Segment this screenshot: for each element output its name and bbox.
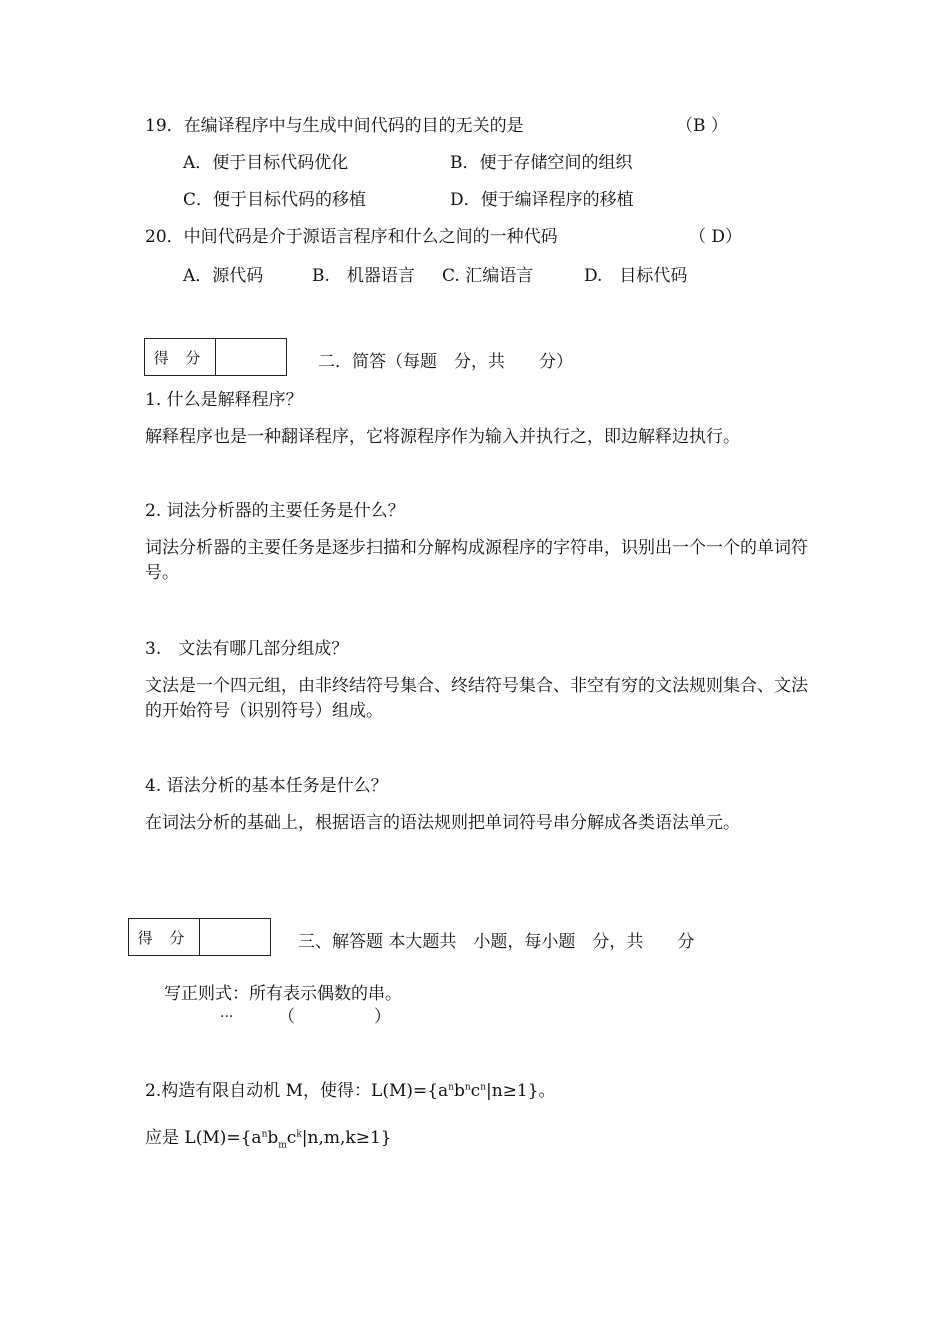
section3-title: 三、解答题 本大题共 小题，每小题 分，共 分 (298, 932, 695, 952)
q19-option-d: D．便于编译程序的移植 (450, 190, 634, 210)
q20-option-a: A．源代码 (183, 266, 264, 286)
fix-exp-m: m (278, 1140, 287, 1151)
s3-question-2 (145, 1080, 556, 1102)
s2-answer-4: 在词法分析的基础上，根据语言的语法规则把单词符号串分解成各类语法单元。 (145, 813, 740, 833)
s2-question-1: 1. 什么是解释程序？ (145, 390, 303, 410)
score-label: 得 分 (129, 919, 200, 955)
q2-exp-a: n (448, 1082, 454, 1093)
s2-answer-3: 文法是一个四元组，由非终结符号集合、终结符号集合、非空有穷的文法规则集合、文法的开始符号（识别符号）组成。 (145, 676, 808, 721)
q2-text-prefix: 2.构造有限自动机 M，使得：L(M)={a (145, 1081, 449, 1101)
fix-c: c (286, 1128, 297, 1148)
s3-q1-paren-open: （ (278, 1007, 295, 1027)
s3-correction (145, 1127, 392, 1149)
q19-option-a: A．便于目标代码优化 (183, 153, 349, 173)
score-value-cell (200, 919, 270, 955)
section2-score-box (144, 338, 287, 376)
q2-exp-b: n (464, 1082, 471, 1093)
s2-answer-2: 词法分析器的主要任务是逐步扫描和分解构成源程序的字符串，识别出一个一个的单词符号。 (145, 538, 808, 583)
q19-answer: （B ） (676, 116, 728, 136)
q20-option-d: D. 目标代码 (584, 266, 688, 286)
fix-exp-k: k (296, 1129, 302, 1140)
q2-text-suffix: |n≥1}。 (486, 1081, 556, 1101)
fix-exp-n: n (261, 1129, 268, 1140)
s3-q1-dots: ··· (220, 1009, 234, 1025)
s3-question-1: 写正则式：所有表示偶数的串。 (164, 984, 402, 1004)
s2-question-2: 2. 词法分析器的主要任务是什么？ (145, 501, 405, 521)
fix-text-prefix: 应是 L(M)={a (145, 1128, 262, 1148)
s2-question-3: 3. 文法有哪几部分组成？ (145, 639, 349, 659)
q20-option-c: C. 汇编语言 (442, 266, 534, 286)
q19-option-c: C．便于目标代码的移植 (183, 190, 367, 210)
score-label: 得 分 (145, 339, 216, 375)
s2-question-4: 4. 语法分析的基本任务是什么？ (145, 776, 388, 796)
q20-stem: 20．中间代码是介于源语言程序和什么之间的一种代码 (145, 227, 558, 247)
fix-text-suffix: |n,m,k≥1} (301, 1128, 392, 1148)
q19-option-b: B．便于存储空间的组织 (450, 153, 633, 173)
section2-title: 二．简答（每题 分，共 分） (318, 352, 573, 372)
score-value-cell (216, 339, 286, 375)
q20-option-b: B. 机器语言 (312, 266, 415, 286)
q19-stem: 19．在编译程序中与生成中间代码的目的无关的是 (145, 116, 524, 136)
q2-c: c (470, 1081, 481, 1101)
fix-b: b (267, 1128, 279, 1148)
q2-b: b (453, 1081, 465, 1101)
s3-q1-paren-close: ） (374, 1007, 391, 1027)
s2-answer-1: 解释程序也是一种翻译程序，它将源程序作为输入并执行之，即边解释边执行。 (145, 427, 740, 447)
q2-exp-c: n (480, 1082, 486, 1093)
section3-score-box (128, 918, 271, 956)
q20-answer: （ D） (689, 227, 743, 247)
